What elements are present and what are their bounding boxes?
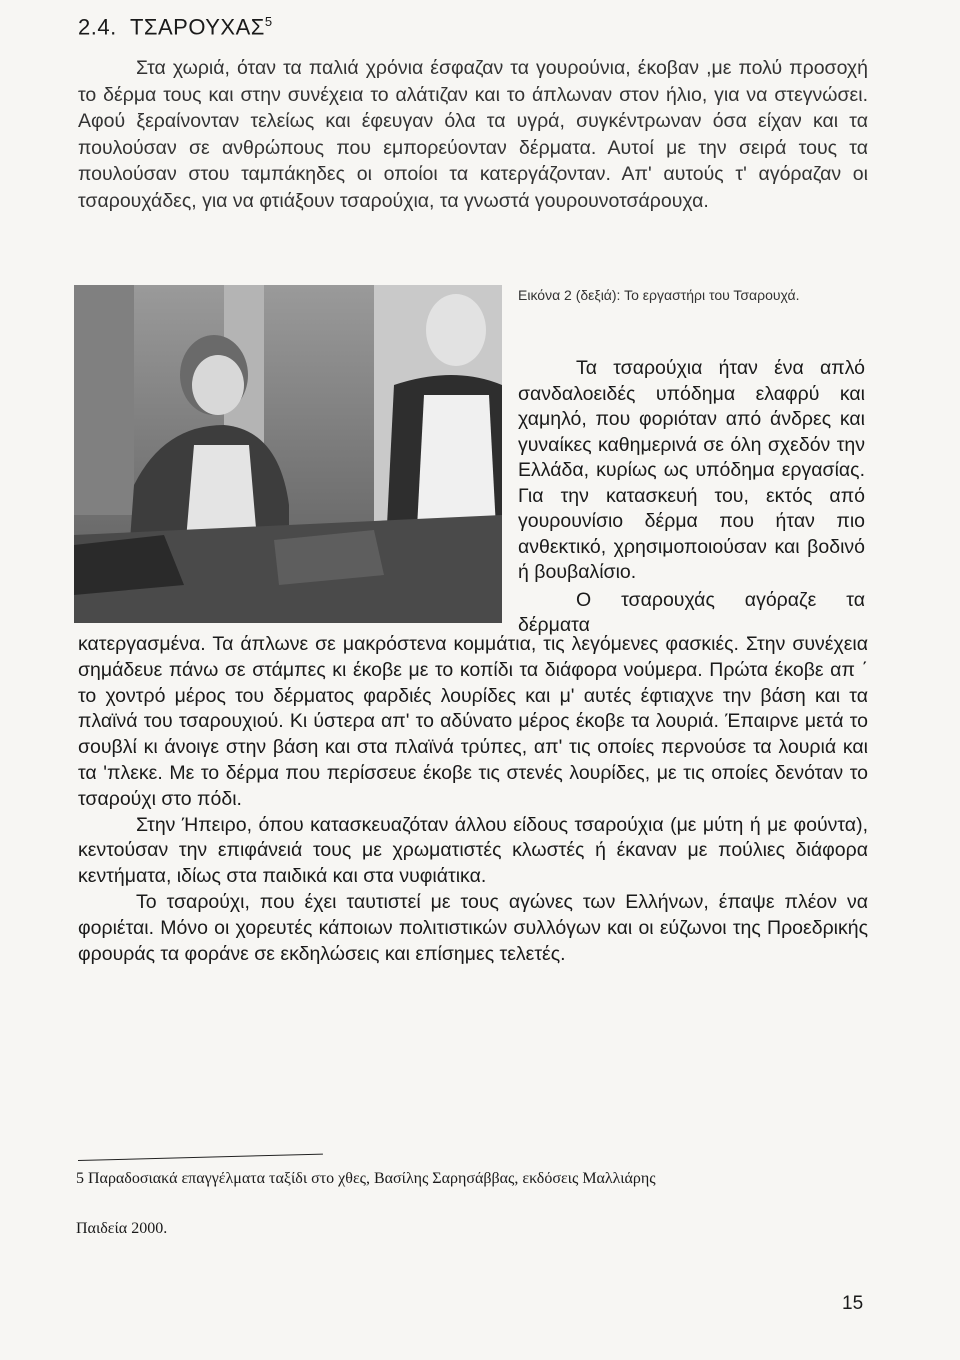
footnote-line-2: Παιδεία 2000. (76, 1220, 168, 1237)
intro-paragraph: Στα χωριά, όταν τα παλιά χρόνια έσφαζαν τα γουρούνια, έκοβαν ,με πολύ προσοχή το δέρμα τους και στην συνέχεια το αλάτιζαν και το άπλωναν στον ήλιο, για να στεγνώσει. Αφού ξεραίνονταν τελείως και έφευγαν όλα τα υγρά, συγκέντρωναν όσα είχαν και τα πουλούσαν σε ανθρώπους που εμπορεύονταν δέρματα. Αυτοί με την σειρά τους τα πουλούσαν στου ταμπάκηδες οι οποίοι τα κατεργάζονταν. Απ' αυτούς τ' αγόραζαν οι τσαρουχάδες, για να φτιάξουν τσαρούχια, τα γνωστά γουρουνοτσάρουχα. (78, 57, 868, 212)
body-paragraph-3: Το τσαρούχι, που έχει ταυτιστεί με τους αγώνες των Ελλήνων, έπαψε πλέον να φοριέται. Μόνο οι χορευτές κάποιων πολιτιστικών συλλόγων και οι εύζωνοι της Προεδρικής φρουράς τα φοράνε σε εκδηλώσεις και επίσημες τελετές. (78, 890, 868, 965)
side-paragraph-tail: Ο τσαρουχάς αγόραζε τα δέρματα (518, 588, 865, 636)
footnote-reference: 5 (264, 14, 273, 29)
footnote-line-1: Παραδοσιακά επαγγέλματα ταξίδι στο χθες, Βασίλης Σαρησάββας, εκδόσεις Μαλλιάρης (88, 1170, 656, 1187)
side-paragraph: Τα τσαρούχια ήταν ένα απλό σανδαλοειδές υπόδημα ελαφρύ και χαμηλό, που φοριόταν από άνδρες και γυναίκες καθημερινά σε όλη σχεδόν την Ελλάδα, κυρίως ως υπόδημα εργασίας. Για την κατασκευή του, εκτός από γουρουνίσιο δέρμα που ήταν πιο ανθεκτικό, χρησιμοποιούσαν και βοδινό ή βουβαλίσιο. (518, 357, 865, 583)
body-paragraph-1: κατεργασμένα. Τα άπλωνε σε μακρόστενα κομμάτια, τις λεγόμενες φασκιές. Στην συνέχεια σημάδευε πάνω σε στάμπες κι έκοβε με το κοπίδι τα διάφορα νούμερα. Πρώτα έκοβε απ ΄ το χοντρό μέρος του δέρματος φαρδιές λουρίδες και μ' αυτές έφτιαχνε την βάση και τα πλαϊνά του τσαρουχιού. Κι ύστερα απ' το αδύνατο μέρος έκοβε τα λουριά. Έπαιρνε μετά το σουβλί κι άνοιγε στην βάση και στα πλαϊνά τρύπες, απ' τις οποίες περνούσε τα λουριά και τα 'πλεκε. Με το δέρμα που περίσσευε έκοβε τις στενές λουρίδες, με τις οποίες δενόταν το τσαρούχι στο πόδι. (78, 633, 868, 810)
workshop-photo-image (74, 285, 502, 623)
footnote-divider (78, 1154, 323, 1161)
section-number: 2.4. (78, 14, 117, 40)
footnote-number: 5 (76, 1170, 84, 1187)
body-paragraph-2: Στην Ήπειρο, όπου κατασκευαζόταν άλλου είδους τσαρούχια (με μύτη ή με φούντα), κεντούσαν την επιφάνειά τους με χρωματιστές κλωστές ή έκαναν με πούλιες διάφορα κεντήματα, ιδίως στα παιδικά και στα νυφιάτικα. (78, 813, 868, 888)
page-number: 15 (842, 1293, 864, 1314)
section-title: ΤΣΑΡΟΥΧΑΣ (129, 14, 265, 40)
side-text-block (518, 356, 865, 639)
workshop-photo (74, 285, 502, 623)
section-heading (78, 14, 273, 40)
footnote (76, 1168, 776, 1240)
figure-caption: Εικόνα 2 (δεξιά): Το εργαστήρι του Τσαρουχά. (518, 287, 800, 303)
intro-block (78, 55, 868, 214)
body-text-block (78, 632, 868, 967)
